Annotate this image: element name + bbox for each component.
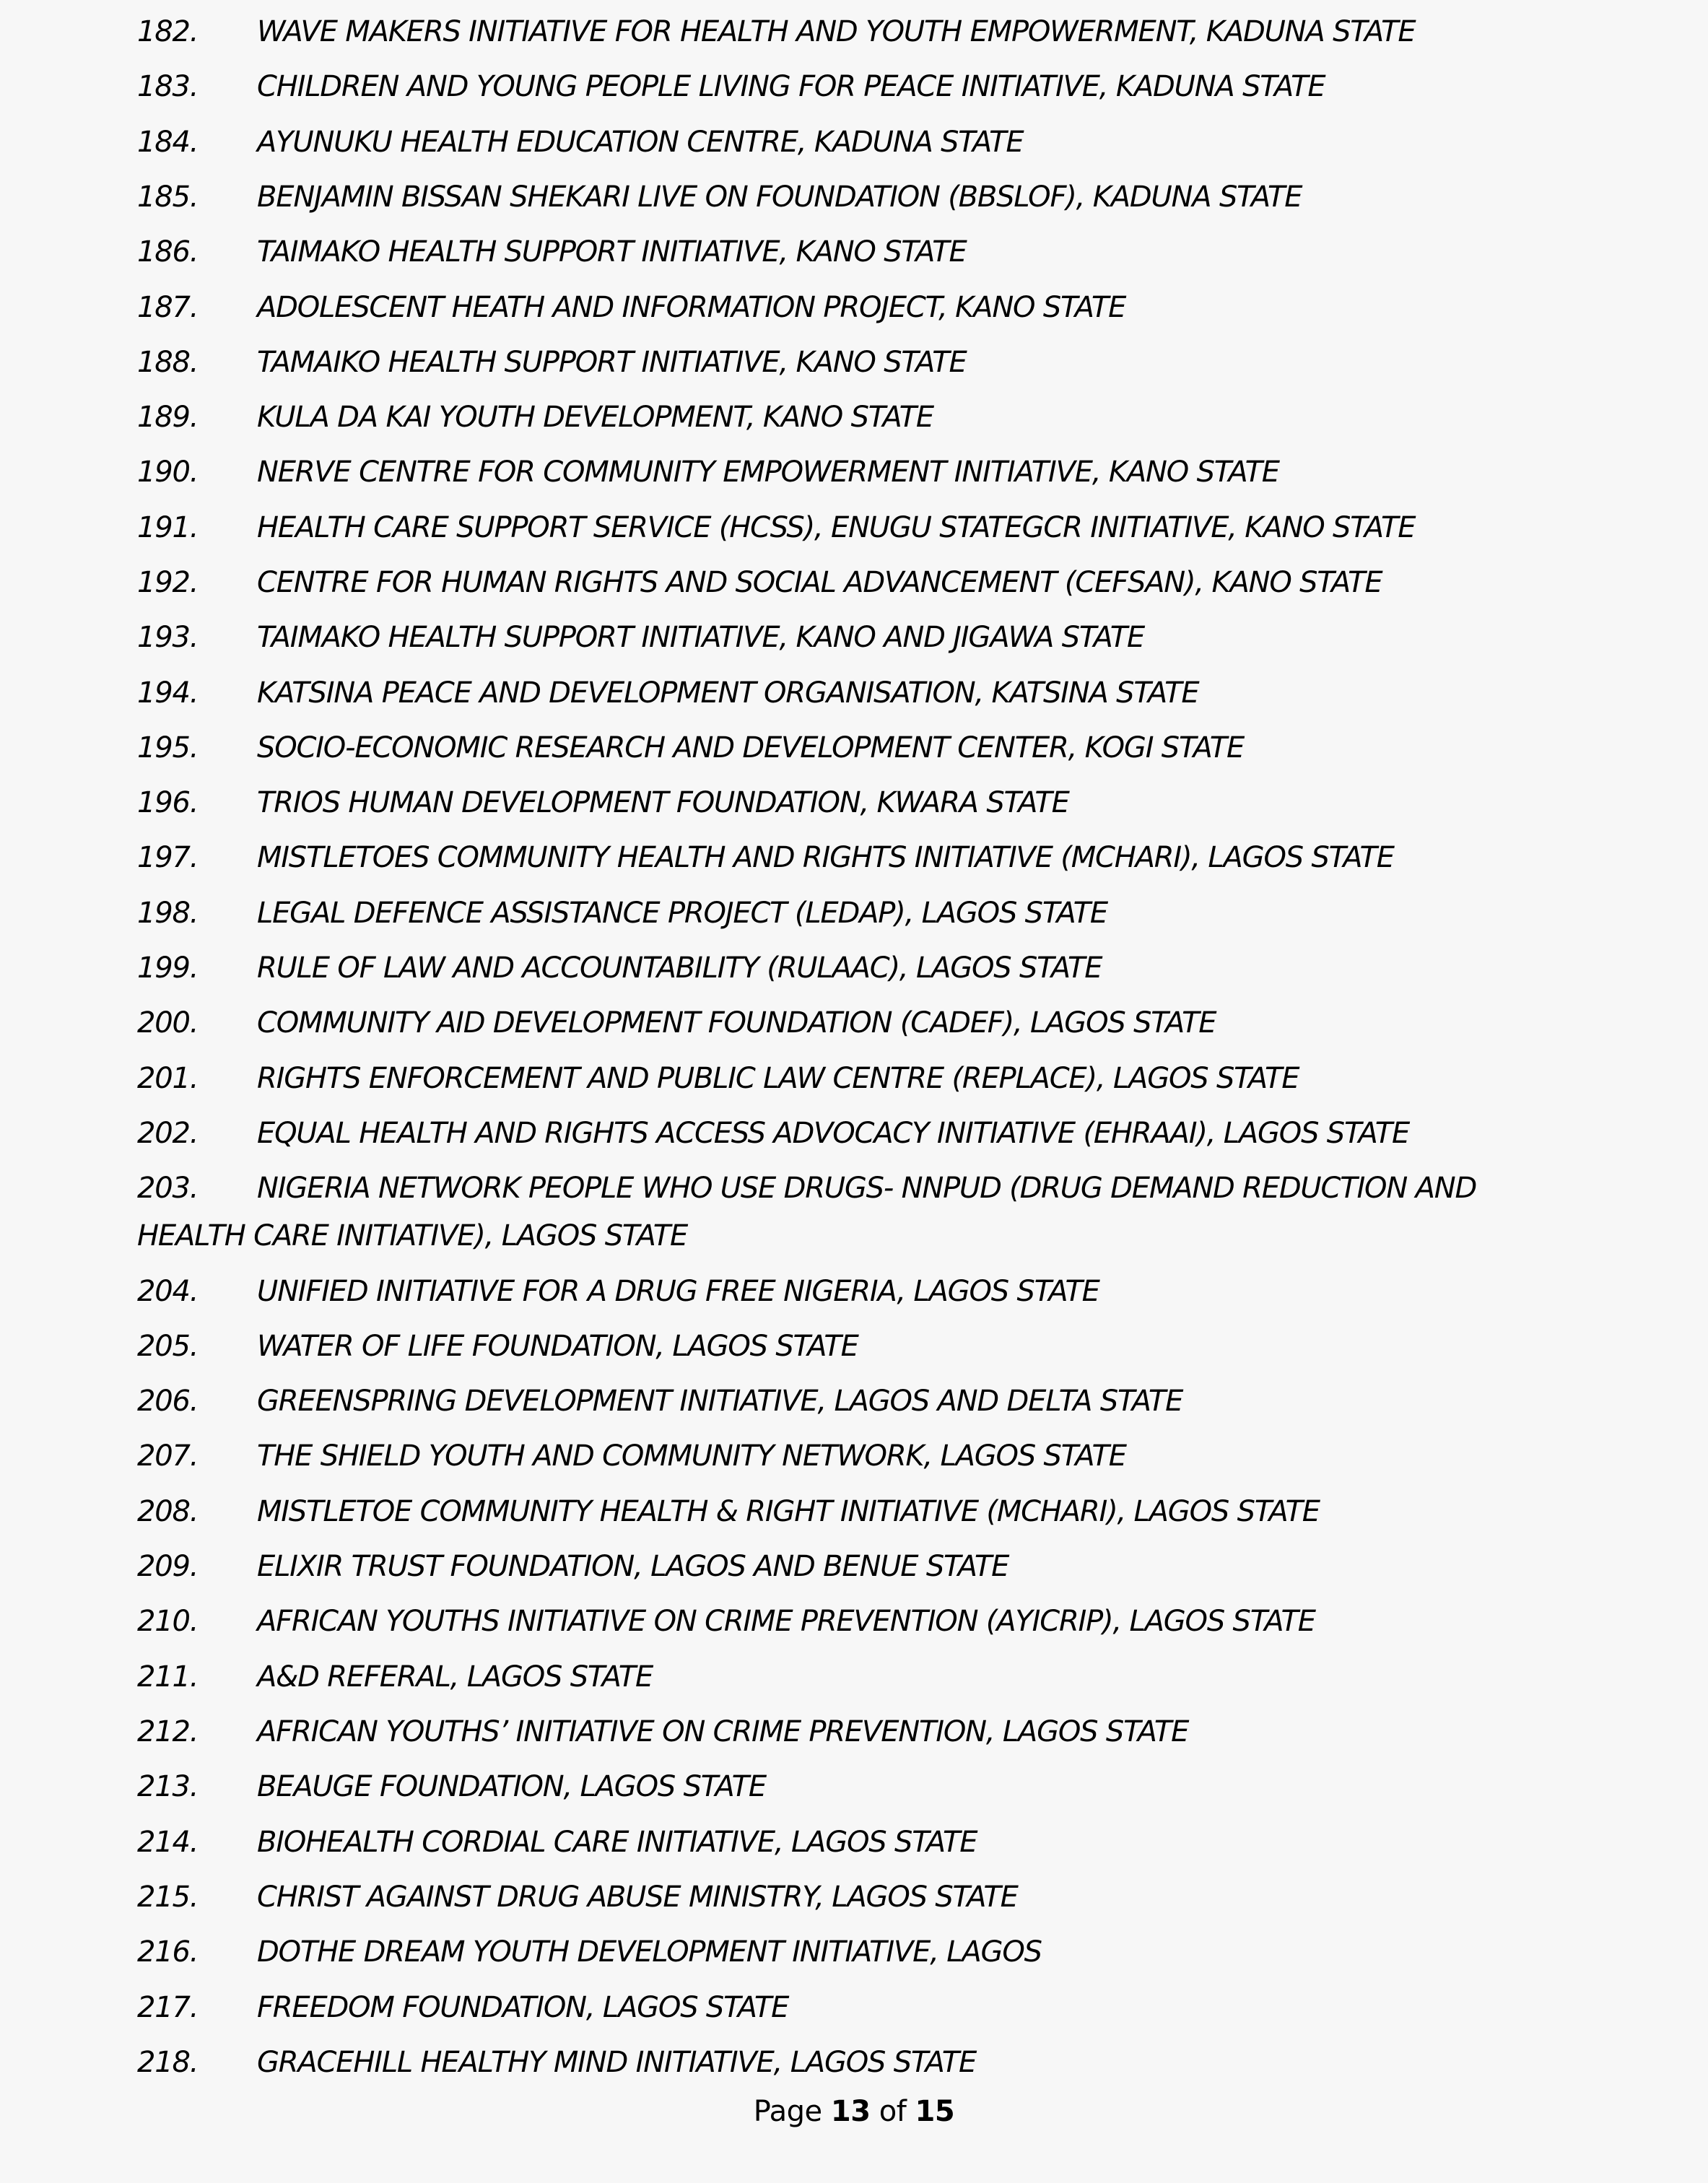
item-number: 206.	[137, 1385, 199, 1418]
item-number: 201.	[137, 1062, 199, 1095]
item-number: 218.	[137, 2046, 199, 2079]
item-name: WAVE MAKERS INITIATIVE FOR HEALTH AND YOUTH EMPOWERMENT, KADUNA STATE	[257, 15, 1416, 48]
item-name: SOCIO-ECONOMIC RESEARCH AND DEVELOPMENT CENTER, KOGI STATE	[257, 731, 1245, 764]
item-number: 202.	[137, 1117, 199, 1150]
list-item	[137, 1432, 1689, 1480]
item-name: CENTRE FOR HUMAN RIGHTS AND SOCIAL ADVANCEMENT (CEFSAN), KANO STATE	[257, 566, 1382, 599]
item-number: 190.	[137, 456, 199, 489]
item-name-continuation: HEALTH CARE INITIATIVE), LAGOS STATE	[137, 1219, 688, 1252]
item-number: 199.	[137, 951, 199, 985]
list-item	[137, 1268, 1689, 1315]
list-item	[137, 8, 1689, 56]
list-item	[137, 669, 1689, 717]
item-number: 188.	[137, 346, 199, 379]
item-name: AFRICAN YOUTHS INITIATIVE ON CRIME PREVENTION (AYICRIP), LAGOS STATE	[257, 1605, 1315, 1638]
list-item	[137, 339, 1689, 386]
list-item	[137, 1055, 1689, 1102]
list-item	[137, 1653, 1689, 1701]
item-name: DOTHE DREAM YOUTH DEVELOPMENT INITIATIVE, LAGOS	[257, 1935, 1042, 1969]
list-item	[137, 999, 1689, 1047]
item-number: 204.	[137, 1275, 199, 1308]
item-number: 213.	[137, 1770, 199, 1803]
list-item	[137, 448, 1689, 496]
item-name: GREENSPRING DEVELOPMENT INITIATIVE, LAGOS AND DELTA STATE	[257, 1385, 1183, 1418]
item-name: EQUAL HEALTH AND RIGHTS ACCESS ADVOCACY INITIATIVE (EHRAAI), LAGOS STATE	[257, 1117, 1410, 1150]
item-name: TRIOS HUMAN DEVELOPMENT FOUNDATION, KWARA STATE	[257, 786, 1069, 819]
item-number: 215.	[137, 1881, 199, 1914]
item-number: 192.	[137, 566, 199, 599]
list-item	[137, 173, 1689, 221]
of-label: of	[879, 2095, 907, 2128]
item-name: COMMUNITY AID DEVELOPMENT FOUNDATION (CADEF), LAGOS STATE	[257, 1006, 1216, 1040]
list-item	[137, 944, 1689, 992]
list-item	[137, 1164, 1689, 1260]
item-number: 196.	[137, 786, 199, 819]
item-name: FREEDOM FOUNDATION, LAGOS STATE	[257, 1991, 789, 2024]
item-name: AFRICAN YOUTHS’ INITIATIVE ON CRIME PREVENTION, LAGOS STATE	[257, 1715, 1189, 1748]
item-name: RIGHTS ENFORCEMENT AND PUBLIC LAW CENTRE (REPLACE), LAGOS STATE	[257, 1062, 1299, 1095]
item-number: 200.	[137, 1006, 199, 1040]
item-number: 187.	[137, 291, 199, 324]
list-item	[137, 779, 1689, 827]
item-name: WATER OF LIFE FOUNDATION, LAGOS STATE	[257, 1330, 858, 1363]
item-number: 189.	[137, 401, 199, 434]
item-name: MISTLETOE COMMUNITY HEALTH & RIGHT INITIATIVE (MCHARI), LAGOS STATE	[257, 1495, 1320, 1528]
item-number: 183.	[137, 70, 199, 103]
item-number: 211.	[137, 1660, 199, 1694]
list-item	[137, 228, 1689, 276]
item-name: AYUNUKU HEALTH EDUCATION CENTRE, KADUNA STATE	[257, 126, 1024, 159]
item-name: KULA DA KAI YOUTH DEVELOPMENT, KANO STATE	[257, 401, 933, 434]
item-number: 205.	[137, 1330, 199, 1363]
item-number: 203.	[137, 1172, 199, 1205]
list-item	[137, 2039, 1689, 2086]
list-item	[137, 1323, 1689, 1370]
item-number: 193.	[137, 621, 199, 654]
item-name: CHRIST AGAINST DRUG ABUSE MINISTRY, LAGOS STATE	[257, 1881, 1018, 1914]
list-item	[137, 1543, 1689, 1590]
item-name: UNIFIED INITIATIVE FOR A DRUG FREE NIGERIA, LAGOS STATE	[257, 1275, 1099, 1308]
item-name: TAIMAKO HEALTH SUPPORT INITIATIVE, KANO AND JIGAWA STATE	[257, 621, 1145, 654]
list-item	[137, 889, 1689, 937]
list-item	[137, 1708, 1689, 1756]
item-number: 194.	[137, 676, 199, 710]
list-item	[137, 284, 1689, 331]
item-name: RULE OF LAW AND ACCOUNTABILITY (RULAAC), LAGOS STATE	[257, 951, 1102, 985]
item-number: 214.	[137, 1826, 199, 1859]
item-number: 186.	[137, 235, 199, 269]
item-name: BEAUGE FOUNDATION, LAGOS STATE	[257, 1770, 766, 1803]
item-name: BENJAMIN BISSAN SHEKARI LIVE ON FOUNDATION (BBSLOF), KADUNA STATE	[257, 180, 1302, 214]
item-name: BIOHEALTH CORDIAL CARE INITIATIVE, LAGOS STATE	[257, 1826, 977, 1859]
list-item	[137, 393, 1689, 441]
item-name: THE SHIELD YOUTH AND COMMUNITY NETWORK, LAGOS STATE	[257, 1439, 1126, 1473]
item-name: NIGERIA NETWORK PEOPLE WHO USE DRUGS- NNPUD (DRUG DEMAND REDUCTION AND	[257, 1172, 1477, 1205]
list-item	[137, 1928, 1689, 1976]
list-item	[137, 1818, 1689, 1866]
item-name: ELIXIR TRUST FOUNDATION, LAGOS AND BENUE STATE	[257, 1550, 1009, 1583]
list-item	[137, 504, 1689, 552]
item-name: NERVE CENTRE FOR COMMUNITY EMPOWERMENT INITIATIVE, KANO STATE	[257, 456, 1279, 489]
list-item	[137, 63, 1689, 110]
item-name: TAIMAKO HEALTH SUPPORT INITIATIVE, KANO STATE	[257, 235, 967, 269]
list-item	[137, 559, 1689, 606]
page-label: Page	[753, 2095, 822, 2128]
item-name: LEGAL DEFENCE ASSISTANCE PROJECT (LEDAP), LAGOS STATE	[257, 897, 1107, 930]
item-name: CHILDREN AND YOUNG PEOPLE LIVING FOR PEACE INITIATIVE, KADUNA STATE	[257, 70, 1325, 103]
item-number: 182.	[137, 15, 199, 48]
page-footer	[0, 2088, 1708, 2135]
item-name: MISTLETOES COMMUNITY HEALTH AND RIGHTS INITIATIVE (MCHARI), LAGOS STATE	[257, 841, 1394, 874]
item-number: 208.	[137, 1495, 199, 1528]
list-item	[137, 724, 1689, 772]
list-item	[137, 834, 1689, 881]
item-number: 217.	[137, 1991, 199, 2024]
item-name: TAMAIKO HEALTH SUPPORT INITIATIVE, KANO STATE	[257, 346, 967, 379]
list-item	[137, 1110, 1689, 1157]
item-name: GRACEHILL HEALTHY MIND INITIATIVE, LAGOS STATE	[257, 2046, 977, 2079]
item-number: 210.	[137, 1605, 199, 1638]
item-name: A&D REFERAL, LAGOS STATE	[257, 1660, 653, 1694]
list-item	[137, 118, 1689, 166]
item-number: 195.	[137, 731, 199, 764]
current-page-number: 13	[830, 2095, 871, 2128]
list-item	[137, 1873, 1689, 1921]
list-item	[137, 1377, 1689, 1425]
item-number: 209.	[137, 1550, 199, 1583]
item-number: 197.	[137, 841, 199, 874]
item-number: 212.	[137, 1715, 199, 1748]
item-number: 216.	[137, 1935, 199, 1969]
list-item	[137, 614, 1689, 661]
item-name: HEALTH CARE SUPPORT SERVICE (HCSS), ENUGU STATEGCR INITIATIVE, KANO STATE	[257, 511, 1416, 544]
item-number: 207.	[137, 1439, 199, 1473]
item-number: 191.	[137, 511, 199, 544]
list-item	[137, 1984, 1689, 2031]
total-pages-number: 15	[915, 2095, 955, 2128]
item-number: 185.	[137, 180, 199, 214]
item-number: 184.	[137, 126, 199, 159]
list-item	[137, 1598, 1689, 1645]
list-item	[137, 1488, 1689, 1535]
item-number: 198.	[137, 897, 199, 930]
list-item	[137, 1763, 1689, 1811]
item-name: ADOLESCENT HEATH AND INFORMATION PROJECT, KANO STATE	[257, 291, 1126, 324]
item-name: KATSINA PEACE AND DEVELOPMENT ORGANISATION, KATSINA STATE	[257, 676, 1199, 710]
